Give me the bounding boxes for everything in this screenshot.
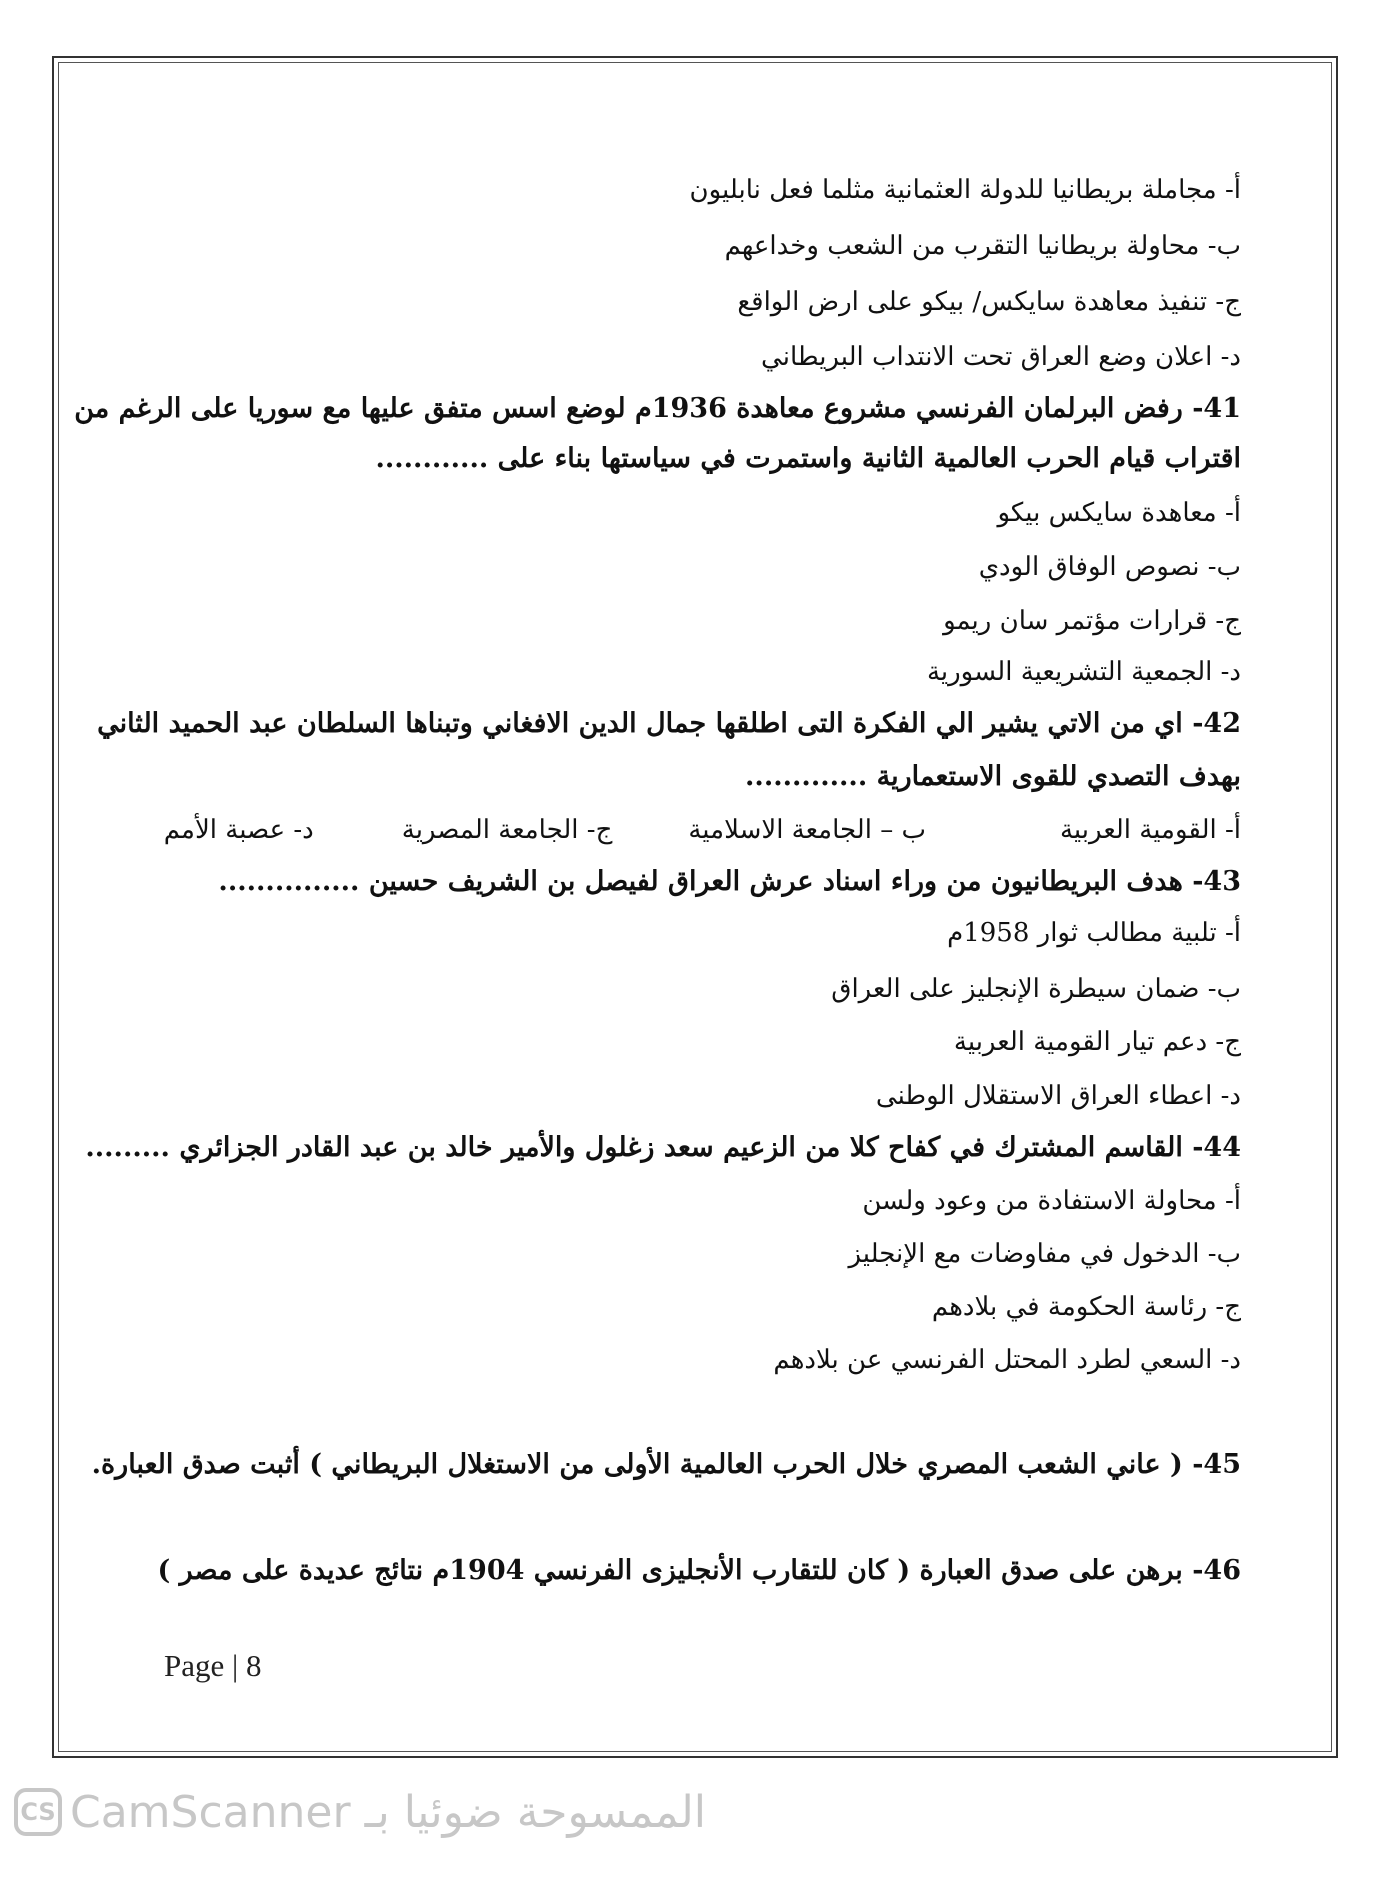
- camscanner-watermark: [14, 1782, 706, 1842]
- q42-stem-line2: بهدف التصدي للقوى الاستعمارية .............: [745, 761, 1241, 792]
- q40-option-c: ج- تنفيذ معاهدة سايكس/ بيكو على ارض الواقع: [737, 287, 1241, 317]
- q41-stem-line1: 41- رفض البرلمان الفرنسي مشروع معاهدة 1936م لوضع اسس متفق عليها مع سوريا على الرغم من: [74, 393, 1241, 424]
- q42-option-d: د- عصبة الأمم: [163, 815, 314, 845]
- q43-option-b: ب- ضمان سيطرة الإنجليز على العراق: [831, 974, 1241, 1004]
- q41-option-d: د- الجمعية التشريعية السورية: [926, 657, 1241, 687]
- q42-option-b: ب – الجامعة الاسلامية: [688, 815, 926, 845]
- camscanner-watermark-text: الممسوحة ضوئيا بـ CamScanner: [70, 1786, 706, 1838]
- q40-option-d: د- اعلان وضع العراق تحت الانتداب البريطاني: [761, 342, 1241, 372]
- q41-option-a: أ- معاهدة سايكس بيكو: [997, 498, 1241, 528]
- q44-option-d: د- السعي لطرد المحتل الفرنسي عن بلادهم: [773, 1345, 1241, 1375]
- q43-stem: 43- هدف البريطانيون من وراء اسناد عرش العراق لفيصل بن الشريف حسين ...............: [218, 866, 1241, 897]
- q42-options-row: [146, 812, 1241, 848]
- q46-essay-question: 46- برهن على صدق العبارة ( كان للتقارب الأنجليزى الفرنسي 1904م نتائج عديدة على مصر ): [157, 1555, 1241, 1586]
- page-number: Page | 8: [164, 1648, 262, 1683]
- q42-option-a: أ- القومية العربية: [1059, 815, 1241, 845]
- q42-stem-line1: 42- اي من الاتي يشير الي الفكرة التى اطلقها جمال الدين الافغاني وتبناها السلطان عبد الحميد الثاني: [97, 708, 1241, 739]
- q43-option-d: د- اعطاء العراق الاستقلال الوطنى: [875, 1081, 1241, 1111]
- q45-essay-question: 45- ( عاني الشعب المصري خلال الحرب العالمية الأولى من الاستغلال البريطاني ) أثبت صدق العبارة.: [91, 1449, 1241, 1480]
- q41-option-c: ج- قرارات مؤتمر سان ريمو: [943, 606, 1241, 636]
- q40-option-b: ب- محاولة بريطانيا التقرب من الشعب وخداعهم: [724, 231, 1241, 261]
- camscanner-logo-icon: CS: [14, 1788, 62, 1836]
- q43-option-a: أ- تلبية مطالب ثوار 1958م: [947, 918, 1241, 948]
- q44-option-a: أ- محاولة الاستفادة من وعود ولسن: [862, 1186, 1241, 1216]
- q44-option-b: ب- الدخول في مفاوضات مع الإنجليز: [848, 1239, 1241, 1269]
- q41-stem-line2: اقتراب قيام الحرب العالمية الثانية واستمرت في سياستها بناء على ............: [375, 443, 1241, 474]
- q43-option-c: ج- دعم تيار القومية العربية: [953, 1027, 1241, 1057]
- q40-option-a: أ- مجاملة بريطانيا للدولة العثمانية مثلما فعل نابليون: [689, 175, 1241, 205]
- q42-option-c: ج- الجامعة المصرية: [401, 815, 613, 845]
- q44-option-c: ج- رئاسة الحكومة في بلادهم: [931, 1292, 1241, 1322]
- q41-option-b: ب- نصوص الوفاق الودي: [978, 552, 1241, 582]
- q44-stem: 44- القاسم المشترك في كفاح كلا من الزعيم سعد زغلول والأمير خالد بن عبد القادر الجزائري .........: [85, 1132, 1241, 1163]
